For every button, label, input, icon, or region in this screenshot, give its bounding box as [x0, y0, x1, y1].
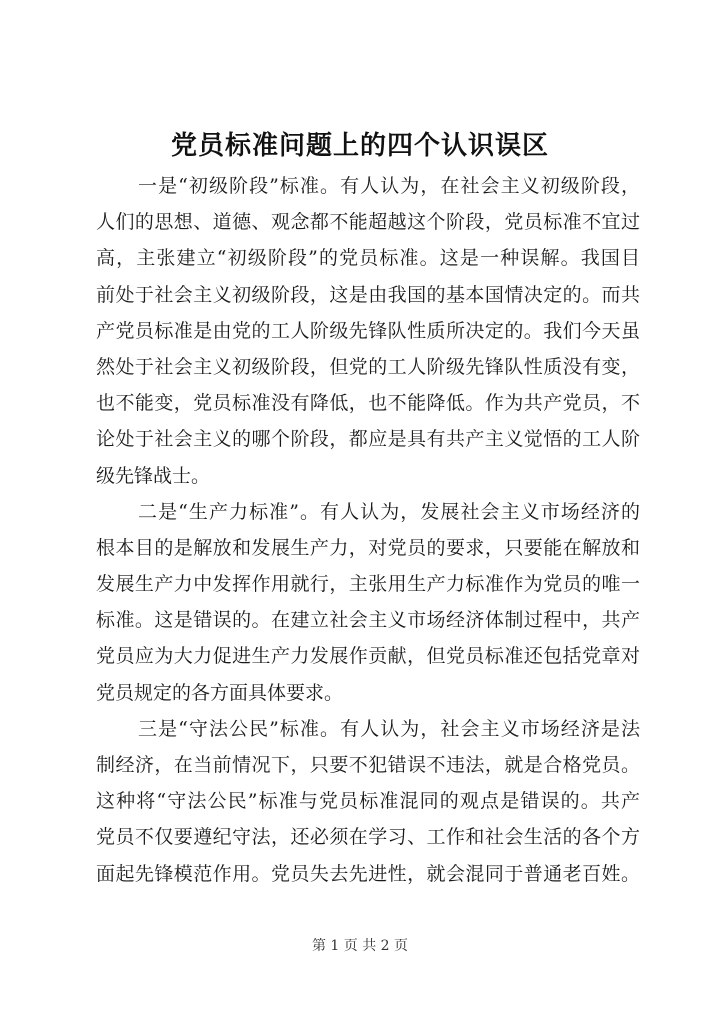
text-line: 论处于社会主义的哪个阶段，都应是具有共产主义觉悟的工人阶 [96, 428, 640, 451]
document-title: 党员标准问题上的四个认识误区 [170, 131, 549, 161]
text-line: 高，主张建立“初级阶段”的党员标准。这是一种误解。我国目 [96, 247, 640, 270]
text-line: 人们的思想、道德、观念都不能超越这个阶段，党员标准不宜过 [96, 211, 640, 234]
text-line: 产党员标准是由党的工人阶级先锋队性质所决定的。我们今天虽 [96, 319, 640, 342]
text-line: 党员规定的各方面具体要求。 [96, 681, 344, 704]
paragraph [96, 168, 640, 494]
text-line: 然处于社会主义初级阶段，但党的工人阶级先锋队性质没有变， [96, 355, 640, 378]
text-line: 发展生产力中发挥作用就行，主张用生产力标准作为党员的唯一 [96, 573, 640, 596]
text-line: 党员不仅要遵纪守法，还必须在学习、工作和社会生活的各个方 [96, 826, 640, 849]
text-line: 这种将“守法公民”标准与党员标准混同的观点是错误的。共产 [96, 790, 640, 813]
text-line: 三是“守法公民”标准。有人认为，社会主义市场经济是法 [138, 717, 640, 740]
text-line: 也不能变，党员标准没有降低，也不能降低。作为共产党员，不 [96, 392, 640, 415]
text-line: 前处于社会主义初级阶段，这是由我国的基本国情决定的。而共 [96, 283, 640, 306]
page-footer: 第 1 页 共 2 页 [311, 938, 409, 954]
paragraph [96, 711, 640, 892]
text-line: 二是“生产力标准”。有人认为，发展社会主义市场经济的 [138, 500, 640, 523]
paragraph [96, 494, 640, 711]
text-line: 制经济，在当前情况下，只要不犯错误不违法，就是合格党员。 [96, 754, 640, 776]
text-line: 级先锋战士。 [96, 464, 211, 487]
text-line: 根本目的是解放和发展生产力，对党员的要求，只要能在解放和 [96, 536, 640, 559]
text-line: 标准。这是错误的。在建立社会主义市场经济体制过程中，共产 [96, 609, 640, 632]
text-line: 一是“初级阶段”标准。有人认为，在社会主义初级阶段， [138, 175, 640, 197]
document-body [96, 168, 640, 892]
text-line: 面起先锋模范作用。党员失去先进性，就会混同于普通老百姓。 [96, 862, 640, 885]
text-line: 党员应为大力促进生产力发展作贡献，但党员标准还包括党章对 [96, 645, 640, 668]
